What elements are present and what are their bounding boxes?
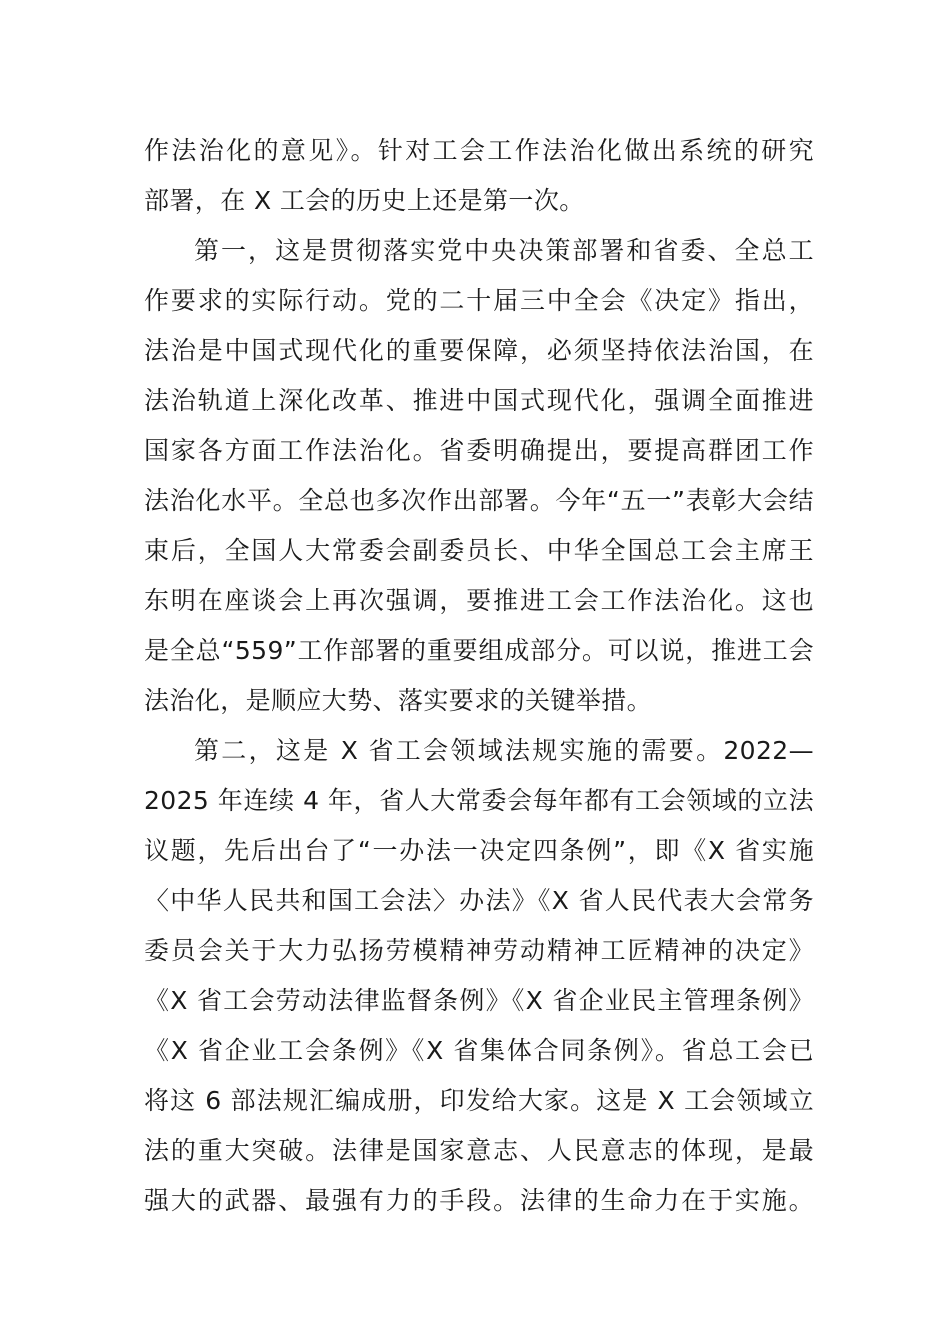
text-line: 东明在座谈会上再次强调，要推进工会工作法治化。这也 bbox=[144, 586, 814, 615]
text-line: 法治是中国式现代化的重要保障，必须坚持依法治国，在 bbox=[144, 336, 814, 365]
text-line: 法治轨道上深化改革、推进中国式现代化，强调全面推进 bbox=[144, 386, 814, 415]
paragraph-first-line: 第一，这是贯彻落实党中央决策部署和省委、全总工 bbox=[194, 236, 814, 265]
text-line: 作法治化的意见》。针对工会工作法治化做出系统的研究 bbox=[144, 136, 814, 165]
text-line: 强大的武器、最强有力的手段。法律的生命力在于实施。 bbox=[144, 1186, 814, 1215]
text-line: 束后，全国人大常委会副委员长、中华全国总工会主席王 bbox=[144, 536, 814, 565]
text-line: 将这 6 部法规汇编成册，印发给大家。这是 X 工会领域立 bbox=[144, 1086, 814, 1115]
text-line: 是全总“559”工作部署的重要组成部分。可以说，推进工会 bbox=[144, 636, 814, 665]
text-line: 2025 年连续 4 年，省人大常委会每年都有工会领域的立法 bbox=[144, 786, 814, 815]
text-line: 议题，先后出台了“一办法一决定四条例”，即《X 省实施 bbox=[144, 836, 814, 865]
text-line: 〈中华人民共和国工会法〉办法》《X 省人民代表大会常务 bbox=[144, 886, 814, 915]
text-line: 法的重大突破。法律是国家意志、人民意志的体现，是最 bbox=[144, 1136, 814, 1165]
text-line: 《X 省工会劳动法律监督条例》《X 省企业民主管理条例》 bbox=[144, 986, 814, 1015]
paragraph-first-line: 第二，这是 X 省工会领域法规实施的需要。2022— bbox=[194, 736, 814, 765]
text-line: 《X 省企业工会条例》《X 省集体合同条例》。省总工会已 bbox=[144, 1036, 814, 1065]
text-line: 部署，在 X 工会的历史上还是第一次。 bbox=[144, 186, 585, 215]
text-line: 法治化水平。全总也多次作出部署。今年“五一”表彰大会结 bbox=[144, 486, 814, 515]
text-line: 作要求的实际行动。党的二十届三中全会《决定》指出， bbox=[144, 286, 814, 315]
text-line: 国家各方面工作法治化。省委明确提出，要提高群团工作 bbox=[144, 436, 814, 465]
text-line: 法治化，是顺应大势、落实要求的关键举措。 bbox=[144, 686, 653, 715]
text-line: 委员会关于大力弘扬劳模精神劳动精神工匠精神的决定》 bbox=[144, 936, 814, 965]
